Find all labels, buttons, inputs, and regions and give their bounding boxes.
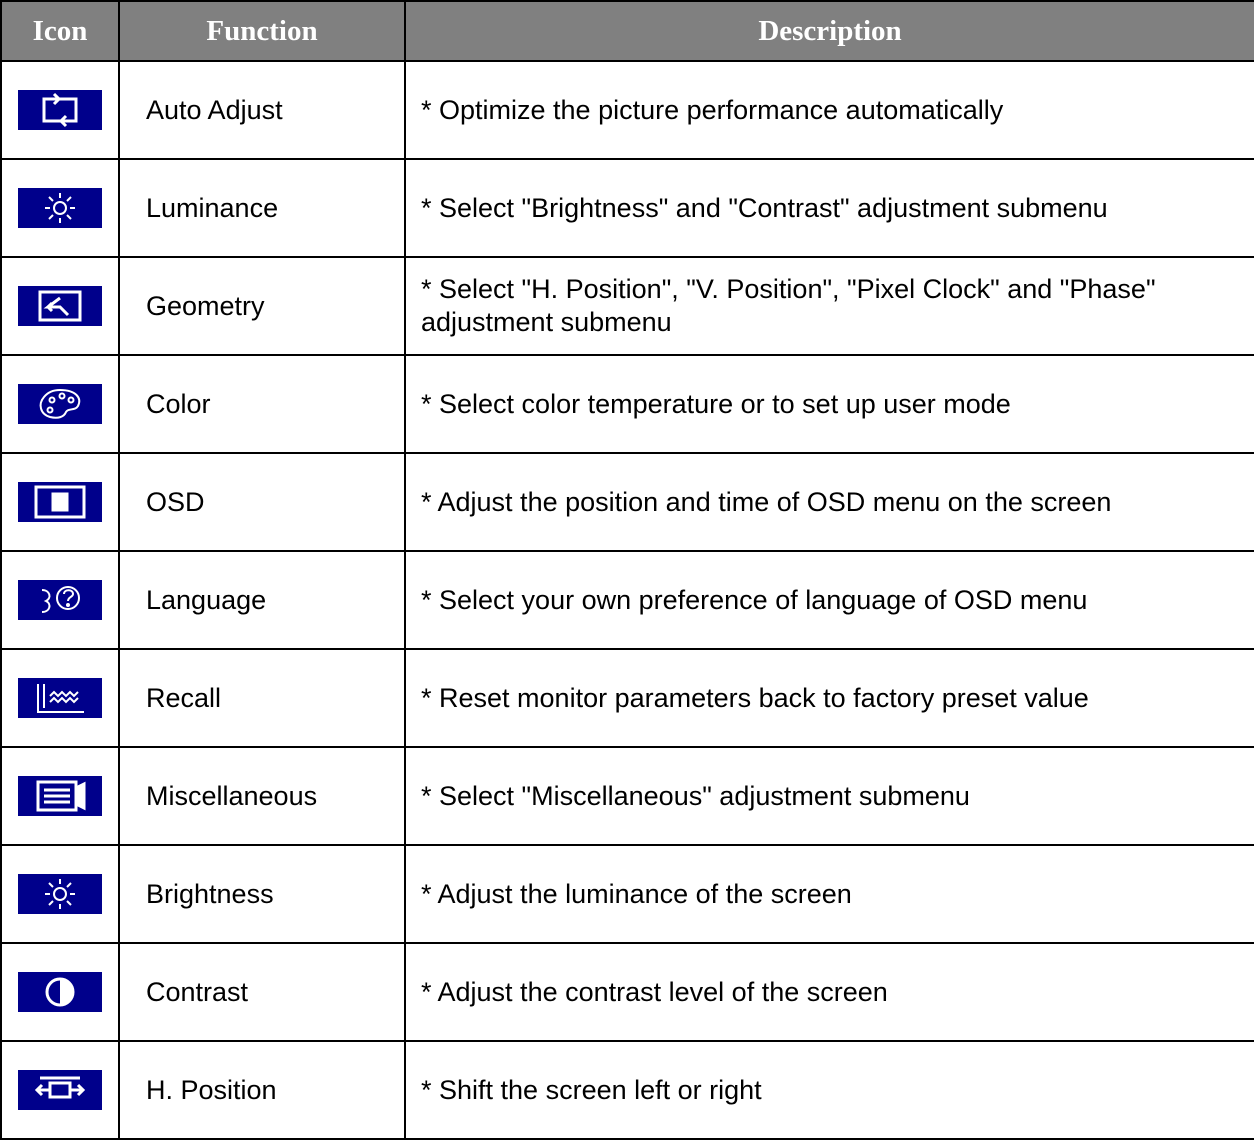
function-description: * Reset monitor parameters back to factory preset value bbox=[405, 649, 1254, 747]
sun-icon bbox=[18, 188, 102, 228]
table-row bbox=[1, 747, 1254, 845]
table-row bbox=[1, 61, 1254, 159]
function-name: Geometry bbox=[119, 257, 405, 355]
table-row bbox=[1, 551, 1254, 649]
sun-icon bbox=[18, 874, 102, 914]
table-row bbox=[1, 453, 1254, 551]
function-description: * Shift the screen left or right bbox=[405, 1041, 1254, 1139]
function-description: * Optimize the picture performance automatically bbox=[405, 61, 1254, 159]
header-icon: Icon bbox=[1, 1, 119, 61]
function-name: Color bbox=[119, 355, 405, 453]
function-name: Luminance bbox=[119, 159, 405, 257]
table-row bbox=[1, 649, 1254, 747]
header-description: Description bbox=[405, 1, 1254, 61]
table-header-row bbox=[1, 1, 1254, 61]
language-icon bbox=[18, 580, 102, 620]
function-name: Miscellaneous bbox=[119, 747, 405, 845]
table-row bbox=[1, 159, 1254, 257]
table-row bbox=[1, 943, 1254, 1041]
function-name: Contrast bbox=[119, 943, 405, 1041]
function-description: * Select "H. Position", "V. Position", "Pixel Clock" and "Phase" adjustment submenu bbox=[405, 257, 1254, 355]
miscellaneous-icon bbox=[18, 776, 102, 816]
contrast-icon bbox=[18, 972, 102, 1012]
table-row bbox=[1, 845, 1254, 943]
function-name: Recall bbox=[119, 649, 405, 747]
function-description: * Select "Brightness" and "Contrast" adjustment submenu bbox=[405, 159, 1254, 257]
geometry-icon bbox=[18, 286, 102, 326]
function-name: H. Position bbox=[119, 1041, 405, 1139]
function-name: Brightness bbox=[119, 845, 405, 943]
function-name: OSD bbox=[119, 453, 405, 551]
osd-window-icon bbox=[18, 482, 102, 522]
function-description: * Adjust the contrast level of the screen bbox=[405, 943, 1254, 1041]
function-description: * Select color temperature or to set up user mode bbox=[405, 355, 1254, 453]
auto-adjust-icon bbox=[18, 90, 102, 130]
function-name: Auto Adjust bbox=[119, 61, 405, 159]
table-row bbox=[1, 257, 1254, 355]
function-description: * Adjust the position and time of OSD menu on the screen bbox=[405, 453, 1254, 551]
h-position-icon bbox=[18, 1070, 102, 1110]
palette-icon bbox=[18, 384, 102, 424]
table-row bbox=[1, 355, 1254, 453]
function-description: * Select your own preference of language of OSD menu bbox=[405, 551, 1254, 649]
header-function: Function bbox=[119, 1, 405, 61]
function-description: * Select "Miscellaneous" adjustment submenu bbox=[405, 747, 1254, 845]
table-row bbox=[1, 1041, 1254, 1139]
recall-icon bbox=[18, 678, 102, 718]
function-description: * Adjust the luminance of the screen bbox=[405, 845, 1254, 943]
function-name: Language bbox=[119, 551, 405, 649]
